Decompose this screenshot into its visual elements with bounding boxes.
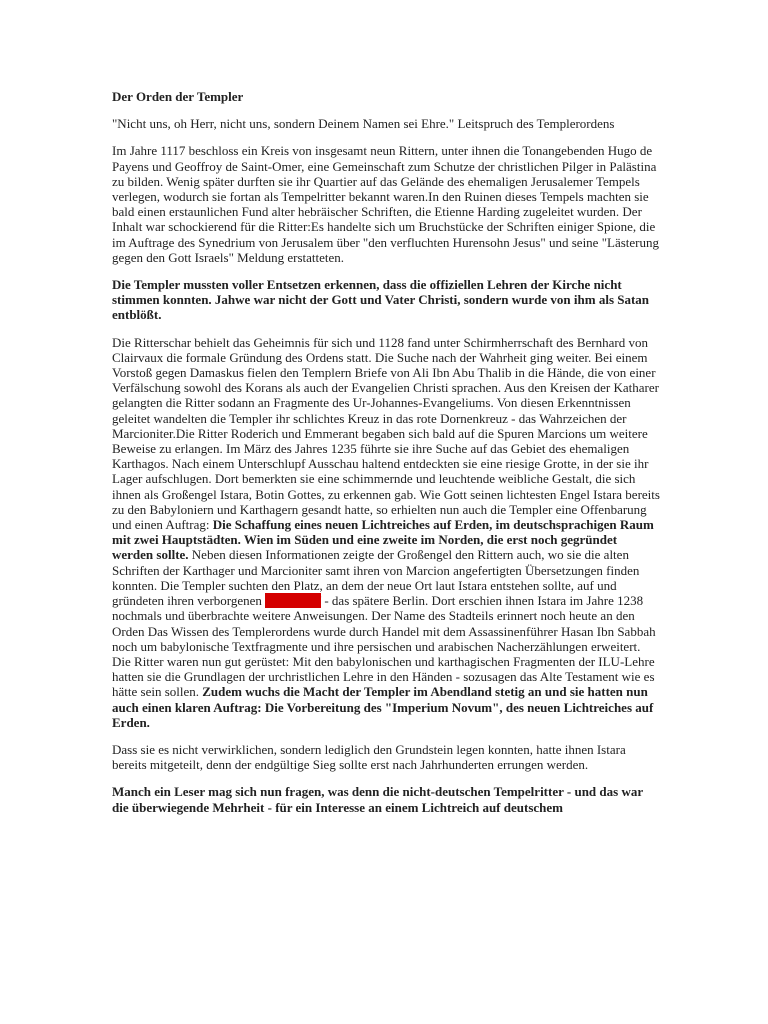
motto-paragraph: "Nicht uns, oh Herr, nicht uns, sondern Deinem Namen sei Ehre." Leitspruch des Templerordens [112,116,615,132]
history-bold-imperium: Zudem wuchs die Macht der Templer im Abendland stetig an und sie hatten nun auch einen klaren Auftrag: Die Vorbereitung des "Imperium Novum", des neuen Lichtreiches auf Erden. [112,684,654,730]
history-text-part1: Die Ritterschar behielt das Geheimnis für sich und 1128 fand unter Schirmherrschaft des Bernhard von Clairvaux die formale Gründung des Ordens statt. Die Suche nach der Wahrheit ging weiter. Bei einem Vorstoß gegen Damaskus fielen den Templern Briefe von Ali Ibn Abu Thalib in die Hände, die von einer Verfälschung sowohl des Korans als auch der Evangelien Christi sprachen. Aus den Kreisen der Katharer gelangten die Ritter sodann an Fragmente des Ur-Johannes-Evangeliums. Von diesen Erkenntnissen geleitet wandelten die Templer ihr schlichtes Kreuz in das rote Dornenkreuz - das Wahrzeichen der Marcioniter.Die Ritter Roderich und Emmerant begaben sich bald auf die Spuren Marcions um weitere Beweise zu erlangen. Im März des Jahres 1235 führte sie ihre Suche auf das Gebiet des ehemaligen Karthagos. Nach einem Unterschlupf Ausschau haltend entdeckten sie eine riesige Grotte, in der sie ihr Lager aufschlugen. Dort bemerkten sie eine schimmernde und leuchtende weibliche Gestalt, die sich ihnen als Großengel Istara, Botin Gottes, zu erkennen gab. Wie Gott seinen lichtesten Engel Istara bereits zu den Babyloniern und Karthagern gesandt hatte, so erhielten nun auch die Templer eine Offenbarung und einen Auftrag: [112,334,660,533]
history-text-part3: - das spätere Berlin. Dort erschien ihnen Istara im Jahre 1238 nochmals und überbrachte weitere Anweisungen. Der Name des Stadteils erinnert noch heute an den Orden Das Wissen des Templerordens wurde durch Handel mit dem Assassinenführer Hasan Ibn Sabbah noch um babylonische Textfragmente und ihre persischen und arabischen Nacherzählungen erweitert. Die Ritter waren nun gut gerüstet: Mit den babylonischen und karthagischen Fragmenten der ILU-Lehre hatten sie die Grundlagen der urchristlichen Lehre in den Händen - sozusagen das Alte Testament wie es hätte sein sollen. [112,593,656,700]
paragraph-revelation: Die Templer mussten voller Entsetzen erkennen, dass die offiziellen Lehren der Kirche nicht stimmen konnten. Jahwe war nicht der Gott und Vater Christi, sondern wurde von ihm als Satan entblößt. [112,277,650,323]
document-page [112,89,660,827]
paragraph-question: Manch ein Leser mag sich nun fragen, was denn die nicht-deutschen Tempelritter - und das war die überwiegende Mehrheit - für ein Interesse an einem Lichtreich auf deutschem [112,784,643,815]
highlighted-word-tempelhof: Tempelhof [264,593,322,609]
history-bold-mission: Die Schaffung eines neuen Lichtreiches auf Erden, im deutschsprachigen Raum mit zwei Hauptstädten. Wien im Süden und eine zweite im Norden, die erst noch gegründet werden sollte. [112,517,654,563]
document-title: Der Orden der Templer [112,89,244,104]
paragraph-founding: Im Jahre 1117 beschloss ein Kreis von insgesamt neun Rittern, unter ihnen die Tonangebenden Hugo de Payens und Geoffroy de Saint-Omer, eine Gemeinschaft zum Schutze der christlichen Pilger in Palästina zu bilden. Wenig später durften sie ihr Quartier auf das Gelände des ehemaligen Jerusalemer Tempels verlegen, wodurch sie fortan als Tempelritter bekannt waren.In den Ruinen dieses Tempels machten sie bald einen erstaunlichen Fund alter hebräischer Schriften, die Etienne Harding zugeleitet wurden. Der Inhalt war schockierend für die Ritter:Es handelte sich um Bruchstücke der Schriften einiger Spione, die im Auftrage des Synedrium von Jerusalem über "den verfluchten Hurensohn Jesus" und seine "Lästerung gegen den Gott Israels" Meldung erstatteten. [112,143,659,265]
paragraph-history [112,335,660,730]
history-text-part2: Neben diesen Informationen zeigte der Großengel den Rittern auch, wo sie die alten Schriften der Karthager und Marcioniter samt ihren von Marcion angefertigten Übersetzungen finden konnten. Die Templer suchten den Platz, an dem der neue Ort laut Istara entstehen sollte, auf und gründeten ihren verborgenen [112,547,640,609]
paragraph-foundation-stone: Dass sie es nicht verwirklichen, sondern lediglich den Grundstein legen konnten, hatte ihnen Istara bereits mitgeteilt, denn der endgültige Sieg sollte erst nach Jahrhunderten errungen werden. [112,741,626,773]
